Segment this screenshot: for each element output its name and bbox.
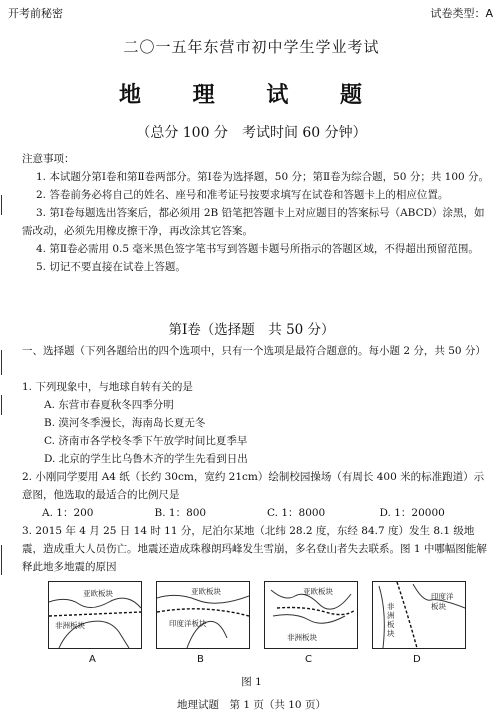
paper-type-label: 试卷类型：A (430, 7, 493, 20)
question-option: D. 1：20000 (379, 507, 445, 519)
figure-caption: 图 1 (241, 676, 262, 688)
plate-label: 印度洋板块 (431, 592, 454, 611)
question-option: B. 漠河冬季漫长，海南岛长夏无冬 (44, 417, 206, 429)
binding-mark (1, 195, 6, 215)
figure-1-maps (48, 581, 466, 653)
question-option: C. 济南市各学校冬季下午放学时间比夏季早 (44, 435, 248, 447)
plate-map-a (48, 581, 142, 649)
instructions-block (22, 150, 492, 276)
plate-label: 非洲板块 (387, 602, 395, 638)
instruction-item: 2. 答卷前务必将自己的姓名、座号和准考证号按要求填写在试卷和答题卡上的相应位置。 (36, 189, 449, 201)
instruction-item: 5. 切记不要直接在试卷上答题。 (36, 261, 186, 273)
question-option: A. 东营市春夏秋冬四季分明 (44, 399, 174, 411)
question-options-row (22, 504, 492, 522)
instructions-heading: 注意事项： (22, 153, 75, 165)
plate-label: 亚欧板块 (303, 587, 333, 596)
question-option: B. 1：800 (154, 507, 207, 519)
plate-label: 非洲板块 (287, 633, 317, 642)
plate-label: 非洲板块 (55, 621, 85, 630)
binding-mark (1, 545, 6, 575)
binding-mark (1, 350, 6, 375)
subject-title: 地 理 试 题 (119, 83, 384, 108)
question-option: C. 1：8000 (267, 507, 326, 519)
page-header (8, 5, 493, 21)
instruction-item: 4. 第Ⅱ卷必需用 0.5 毫米黑色签字笔书写到答题卡题号所指示的答题区域，不得超出预留范围。 (36, 243, 479, 255)
plate-label: 亚欧板块 (191, 587, 221, 596)
score-time-info: （总分 100 分 考试时间 60 分钟） (136, 125, 367, 141)
question-1 (22, 378, 492, 468)
question-stem: 3. 2015 年 4 月 25 日 14 时 11 分，尼泊尔某地（北纬 28.2 度，东经 84.7 度）发生 8.1 级地震，造成重大人员伤亡。地震还造成珠穆朗玛峰发生雪崩，多名登山者失去联系。图 1 中哪幅图能解释此地多地震的原因 (22, 525, 487, 573)
map-letter: B (197, 654, 204, 665)
map-letter: D (413, 654, 421, 665)
section1-intro (22, 342, 492, 360)
question-stem: 2. 小刚同学要用 A4 纸（长约 30cm，宽约 21cm）绘制校园操场（有周长 400 米的标准跑道）示意图，他选取的最适合的比例尺是 (22, 471, 485, 501)
question-3 (22, 522, 492, 576)
exam-title: 二〇一五年东营市初中学生学业考试 (123, 38, 380, 56)
map-letter: C (305, 654, 312, 665)
plate-label: 印度洋板块 (169, 619, 207, 628)
plate-map-c (264, 581, 358, 649)
binding-mark (1, 395, 6, 415)
confidential-label: 开考前秘密 (8, 7, 63, 20)
instruction-item: 1. 本试题分第Ⅰ卷和第Ⅱ卷两部分。第Ⅰ卷为选择题，50 分；第Ⅱ卷为综合题，50 分；共 100 分。 (36, 171, 490, 183)
part1-title: 第Ⅰ卷（选择题 共 50 分） (168, 322, 335, 338)
instruction-item: 3. 第Ⅰ卷每题选出答案后，都必须用 2B 铅笔把答题卡上对应题目的答案标号（ABCD）涂黑，如需改动，必须先用橡皮擦干净，再改涂其它答案。 (22, 207, 485, 237)
map-letter: A (89, 654, 96, 665)
question-option: A. 1：200 (42, 507, 94, 519)
question-2 (22, 468, 492, 522)
section1-intro-text: 一、选择题（下列各题给出的四个选项中，只有一个选项是最符合题意的。每小题 2 分，共 50 分） (22, 345, 486, 357)
question-option: D. 北京的学生比乌鲁木齐的学生先看到日出 (44, 453, 248, 465)
question-stem: 1. 下列现象中，与地球自转有关的是 (22, 381, 193, 393)
page-footer: 地理试题 第 1 页（共 10 页） (177, 699, 326, 711)
plate-map-b (156, 581, 250, 649)
plate-label: 亚欧板块 (83, 589, 113, 598)
plate-map-d (372, 581, 466, 649)
